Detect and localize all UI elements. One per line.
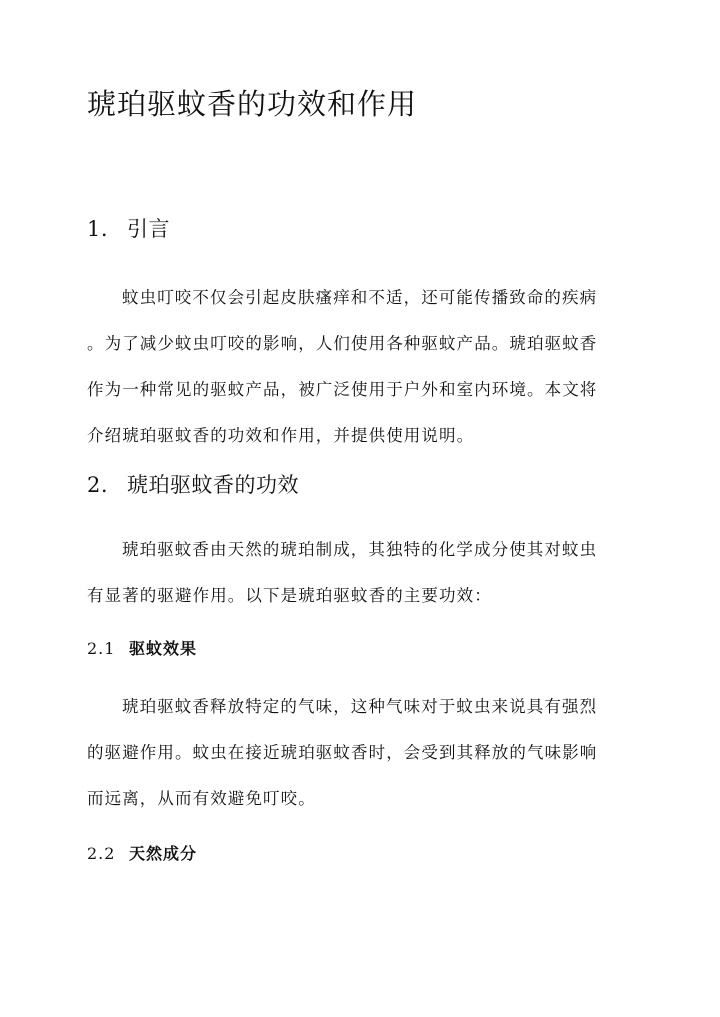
paragraph-line: 琥珀驱蚊香由天然的琥珀制成，其独特的化学成分使其对蚊虫 — [122, 540, 598, 559]
document-title: 琥珀驱蚊香的功效和作用 — [87, 87, 418, 121]
subsection-heading-repellent-effect — [87, 637, 197, 661]
paragraph-line: 介绍琥珀驱蚊香的功效和作用，并提供使用说明。 — [87, 426, 475, 445]
section-heading-introduction — [87, 214, 170, 244]
section-number: 2. — [87, 473, 109, 497]
paragraph-line: 而远离，从而有效避免叮咬。 — [87, 789, 316, 808]
subsection-number: 2.1 — [87, 639, 116, 658]
subsection-number: 2.2 — [87, 844, 116, 863]
paragraph-line: 蚊虫叮咬不仅会引起皮肤瘙痒和不适，还可能传播致命的疾病 — [122, 288, 598, 307]
paragraph-line: 有显著的驱避作用。以下是琥珀驱蚊香的主要功效： — [87, 586, 492, 605]
section-heading-efficacy — [87, 470, 299, 500]
subsection-title: 驱蚊效果 — [129, 639, 198, 658]
section-title: 引言 — [127, 217, 170, 241]
paragraph-efficacy — [87, 527, 633, 619]
paragraph-line: 作为一种常见的驱蚊产品，被广泛使用于户外和室内环境。本文将 — [87, 380, 598, 399]
paragraph-line: 。为了减少蚊虫叮咬的影响，人们使用各种驱蚊产品。琥珀驱蚊香 — [87, 334, 598, 353]
paragraph-repellent-effect — [87, 684, 633, 822]
paragraph-line: 琥珀驱蚊香释放特定的气味，这种气味对于蚊虫来说具有强烈 — [122, 697, 598, 716]
section-number: 1. — [87, 217, 109, 241]
subsection-title: 天然成分 — [129, 844, 198, 863]
section-title: 琥珀驱蚊香的功效 — [127, 473, 299, 497]
paragraph-line: 的驱避作用。蚊虫在接近琥珀驱蚊香时，会受到其释放的气味影响 — [87, 743, 598, 762]
paragraph-introduction — [87, 275, 633, 459]
subsection-heading-natural-ingredients — [87, 842, 197, 866]
